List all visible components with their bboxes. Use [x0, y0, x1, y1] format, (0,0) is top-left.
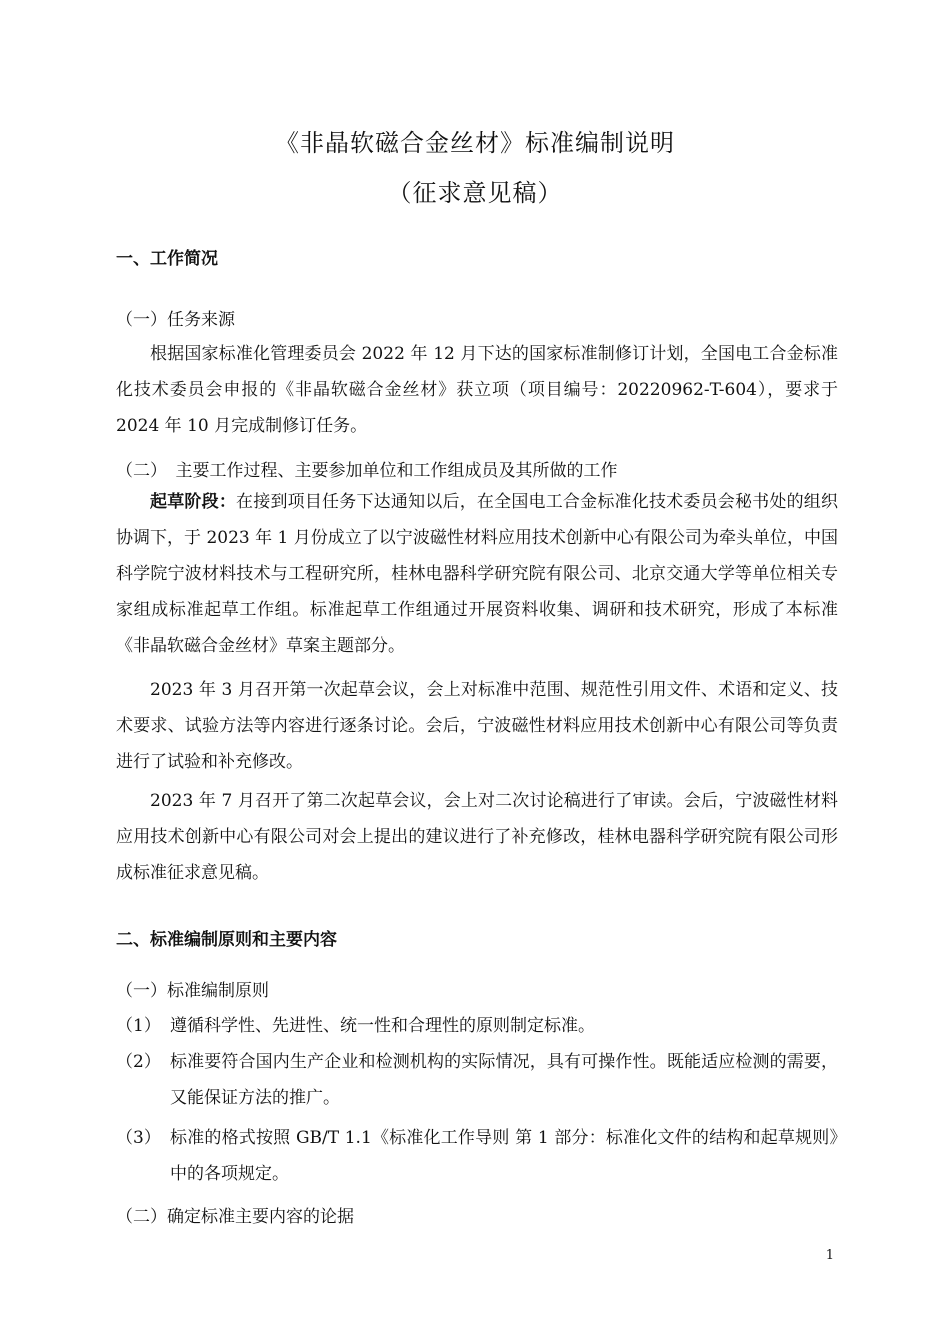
list-item	[116, 1008, 838, 1044]
paragraph-task-source: 根据国家标准化管理委员会 2022 年 12 月下达的国家标准制修订计划，全国电工合金标准化技术委员会申报的《非晶软磁合金丝材》获立项（项目编号：20220962-T-604），要求于 2024 年 10 月完成制修订任务。	[116, 344, 838, 436]
page-number: 1	[825, 1248, 834, 1263]
list-item	[116, 1120, 838, 1192]
list-item-number: （2）	[116, 1052, 161, 1072]
list-item-number: （1）	[116, 1016, 161, 1036]
section-heading-work-overview: 一、工作简况	[116, 249, 218, 269]
document-subtitle: （征求意见稿）	[387, 179, 563, 207]
list-item-number: （3）	[116, 1128, 161, 1148]
drafting-stage-lead: 起草阶段：	[150, 492, 237, 512]
list-item-text: 标准的格式按照 GB/T 1.1《标准化工作导则 第 1 部分：标准化文件的结构和起草规则》中的各项规定。	[170, 1128, 838, 1184]
list-item	[116, 1044, 838, 1116]
subsection-label-task-source: （一）任务来源	[116, 310, 235, 330]
paragraph-drafting-stage	[116, 484, 838, 664]
paragraph-first-meeting: 2023 年 3 月召开第一次起草会议，会上对标准中范围、规范性引用文件、术语和定义、技术要求、试验方法等内容进行逐条讨论。会后，宁波磁性材料应用技术创新中心有限公司等负责进行了试验和补充修改。	[116, 680, 838, 772]
subsection-label-principles: （一）标准编制原则	[116, 981, 269, 1001]
list-item-text: 标准要符合国内生产企业和检测机构的实际情况，具有可操作性。既能适应检测的需要，又能保证方法的推广。	[170, 1052, 838, 1108]
section-heading-principles: 二、标准编制原则和主要内容	[116, 930, 337, 950]
drafting-stage-text: 在接到项目任务下达通知以后，在全国电工合金标准化技术委员会秘书处的组织协调下，于 2023 年 1 月份成立了以宁波磁性材料应用技术创新中心有限公司为牵头单位，中国科学院宁波材料技术与工程研究所，桂林电器科学研究院有限公司、北京交通大学等单位相关专家组成标准起草工作组。标准起草工作组通过开展资料收集、调研和技术研究，形成了本标准《非晶软磁合金丝材》草案主题部分。	[116, 492, 839, 656]
document-title: 《非晶软磁合金丝材》标准编制说明	[275, 129, 675, 157]
subsection-label-work-process: （二） 主要工作过程、主要参加单位和工作组成员及其所做的工作	[116, 461, 618, 481]
subsection-label-content-basis: （二）确定标准主要内容的论据	[116, 1207, 354, 1227]
paragraph-second-meeting: 2023 年 7 月召开了第二次起草会议，会上对二次讨论稿进行了审读。会后，宁波磁性材料应用技术创新中心有限公司对会上提出的建议进行了补充修改，桂林电器科学研究院有限公司形成标准征求意见稿。	[116, 791, 838, 883]
list-item-text: 遵循科学性、先进性、统一性和合理性的原则制定标准。	[170, 1016, 595, 1036]
